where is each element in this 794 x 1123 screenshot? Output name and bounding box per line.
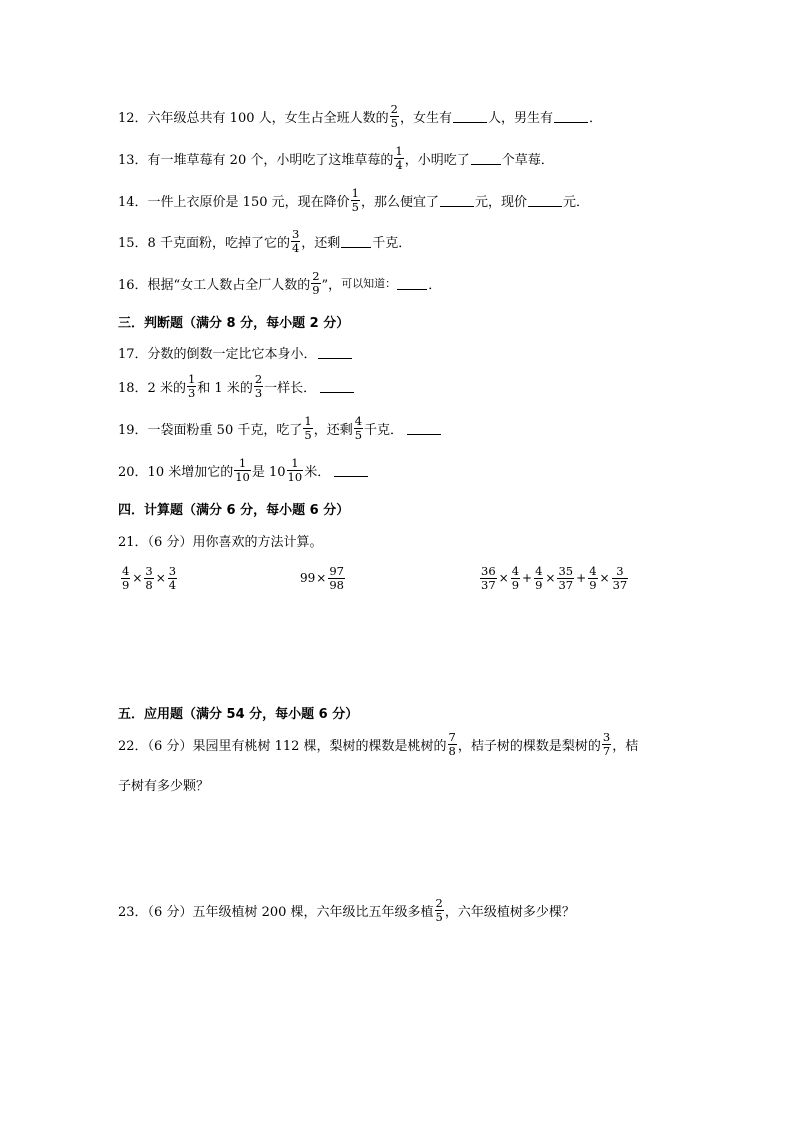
q16-end: ． — [428, 277, 442, 293]
section-heading-application: 五．应用题（满分 54 分，每小题 6 分） — [118, 707, 359, 722]
section-heading-judgment: 三．判断题（满分 8 分，每小题 2 分） — [118, 316, 350, 331]
q14-text: 14．一件上衣原价是 150 元，现在降价 — [118, 194, 350, 210]
question-18 — [118, 366, 355, 406]
fraction: $\frac{4}{9}$ — [535, 564, 543, 592]
answer-blank[interactable] — [318, 357, 352, 359]
q12-text: 12．六年级总共有 100 人，女生占全班人数的 — [118, 110, 389, 126]
expression-1 — [120, 558, 178, 598]
operator: + — [522, 571, 533, 585]
fraction: $\frac{4}{9}$ — [511, 564, 520, 592]
q17-text: 17．分数的倒数一定比它本身小． — [118, 346, 317, 362]
fraction: $\frac{2}{5}$ — [390, 102, 398, 130]
answer-blank[interactable] — [341, 246, 371, 248]
q13-text-2: ，小明吃了 — [404, 152, 470, 168]
q13-text: 13．有一堆草莓有 20 个，小明吃了这堆草莓的 — [118, 152, 394, 168]
question-20 — [118, 450, 369, 490]
q23-end: ，六年级植树多少棵？ — [444, 904, 575, 920]
q12-text-3: 人，男生有 — [487, 110, 553, 126]
expression-2 — [300, 558, 346, 598]
q15-text-2: ，还剩 — [301, 235, 341, 251]
fraction: $\frac{2}{5}$ — [435, 896, 443, 924]
q20-end: 米． — [304, 464, 331, 480]
answer-blank[interactable] — [397, 288, 427, 290]
fraction: $\frac{3}{4}$ — [168, 564, 177, 592]
fraction: $\frac{2}{9}$ — [312, 269, 320, 297]
q18-end: 一样长． — [264, 380, 317, 396]
operator: × — [155, 571, 166, 585]
fraction: $\frac{1}{5}$ — [304, 414, 312, 442]
fraction: $\frac{1}{3}$ — [187, 372, 196, 400]
q20-text-2: 是 10 — [251, 464, 286, 480]
q18-text: 18．2 米的 — [118, 380, 186, 396]
q15-end: 千克． — [372, 235, 412, 251]
whole-number: 99 — [300, 571, 316, 585]
answer-blank[interactable] — [320, 391, 354, 393]
q22-end: ，桔 — [612, 738, 639, 754]
question-22 — [118, 724, 638, 764]
q12-text-2: ，女生有 — [399, 110, 452, 126]
answer-blank[interactable] — [554, 121, 588, 123]
answer-blank[interactable] — [334, 475, 368, 477]
q20-text: 20．10 米增加它的 — [118, 464, 234, 480]
q14-text-2: ，那么便宜了 — [360, 194, 439, 210]
q22-line2: 子树有多少颗？ — [118, 778, 210, 794]
fraction: $\frac{4}{9}$ — [122, 564, 130, 592]
question-19 — [118, 408, 442, 448]
answer-blank[interactable] — [440, 205, 474, 207]
answer-blank[interactable] — [528, 205, 562, 207]
operator: + — [576, 571, 587, 585]
operator: × — [599, 571, 610, 585]
fraction: $\frac{1}{5}$ — [351, 186, 359, 214]
section-heading-calculation: 四．计算题（满分 6 分，每小题 6 分） — [118, 503, 350, 518]
fraction: $\frac{2}{3}$ — [254, 372, 263, 400]
fraction: $\frac{1}{10}$ — [287, 456, 303, 484]
question-21 — [118, 520, 322, 560]
q16-text-2: ”， — [321, 277, 342, 293]
fraction: $\frac{3}{37}$ — [612, 564, 628, 592]
q16-small-text: 可以知道： — [341, 277, 397, 290]
q22-text-2: ，桔子树的棵数是梨树的 — [457, 738, 601, 754]
fraction: $\frac{1}{10}$ — [235, 456, 250, 484]
question-23 — [118, 890, 575, 930]
expression-3 — [479, 558, 629, 598]
q13-end: 个草莓． — [501, 152, 554, 168]
q14-text-3: 元，现价 — [474, 194, 527, 210]
operator: × — [545, 571, 556, 585]
q23-text: 23．（6 分）五年级植树 200 棵，六年级比五年级多植 — [118, 904, 434, 920]
fraction: $\frac{3}{8}$ — [145, 564, 153, 592]
q22-text: 22．（6 分）果园里有桃树 112 棵，梨树的棵数是桃树的 — [118, 738, 447, 754]
operator: × — [498, 571, 509, 585]
fraction: $\frac{97}{98}$ — [329, 564, 344, 592]
fraction: $\frac{1}{4}$ — [395, 144, 403, 172]
question-13 — [118, 138, 554, 178]
q21-text: 21．（6 分）用你喜欢的方法计算。 — [118, 534, 323, 550]
question-16 — [118, 263, 441, 303]
answer-blank[interactable] — [407, 433, 441, 435]
q18-text-2: 和 1 米的 — [197, 380, 253, 396]
q19-end: 千克． — [364, 422, 404, 438]
q12-end: ． — [588, 110, 602, 126]
fraction: $\frac{4}{9}$ — [589, 564, 597, 592]
fraction: $\frac{3}{7}$ — [602, 730, 611, 758]
q15-text: 15．8 千克面粉，吃掉了它的 — [118, 235, 290, 251]
question-12 — [118, 96, 602, 136]
answer-blank[interactable] — [453, 121, 487, 123]
fraction: $\frac{4}{5}$ — [354, 414, 363, 442]
q14-end: 元． — [562, 194, 589, 210]
q19-text-2: ，还剩 — [313, 422, 353, 438]
operator: × — [316, 571, 327, 585]
question-14 — [118, 180, 589, 220]
question-22-line-2 — [118, 764, 209, 804]
operator: × — [132, 571, 143, 585]
fraction: $\frac{35}{37}$ — [558, 564, 574, 592]
fraction: $\frac{7}{8}$ — [448, 730, 456, 758]
question-15 — [118, 221, 411, 261]
answer-blank[interactable] — [471, 163, 501, 165]
q19-text: 19．一袋面粉重 50 千克，吃了 — [118, 422, 303, 438]
fraction: $\frac{36}{37}$ — [481, 564, 496, 592]
fraction: $\frac{3}{4}$ — [291, 227, 300, 255]
q16-text: 16．根据“女工人数占全厂人数的 — [118, 277, 311, 293]
